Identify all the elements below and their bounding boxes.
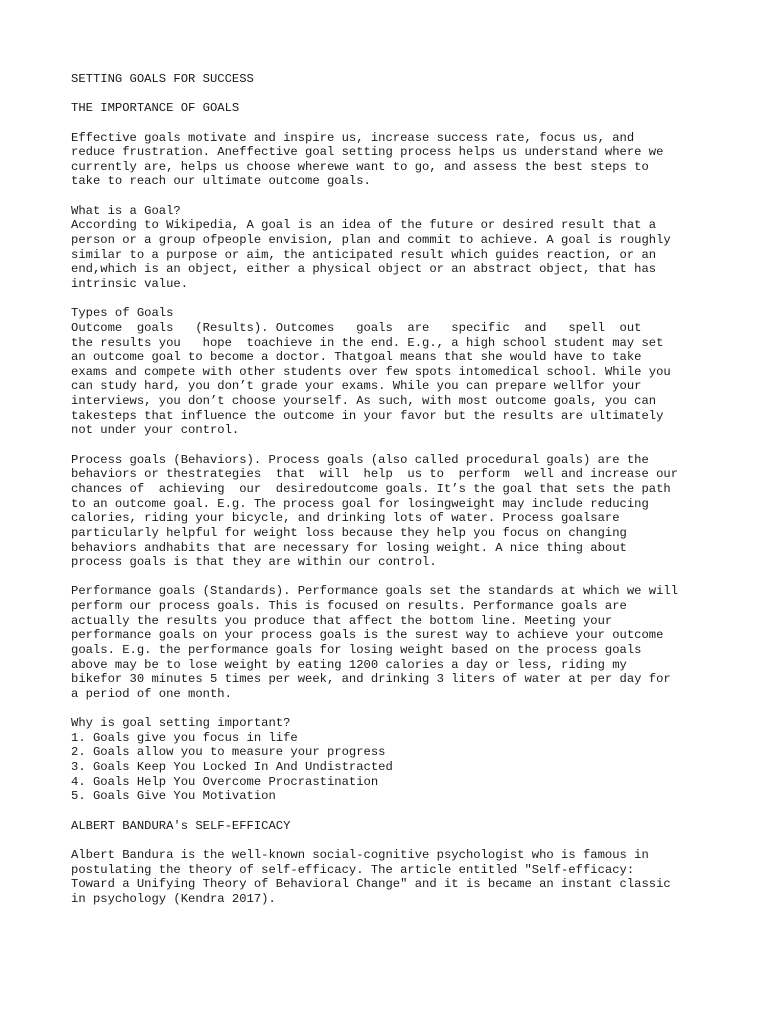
document-body xyxy=(71,72,711,907)
text-line: chances of achieving our desiredoutcome goals. It’s the goal that sets the path xyxy=(71,481,671,496)
text-line: 2. Goals allow you to measure your progress xyxy=(71,745,386,760)
text-line: ALBERT BANDURA's SELF-EFFICACY xyxy=(71,818,291,833)
text-line xyxy=(71,804,711,819)
text-line xyxy=(71,292,711,307)
text-line: calories, riding your bicycle, and drinking lots of water. Process goalsare xyxy=(71,511,620,526)
text-line: can study hard, you don’t grade your exams. While you can prepare wellfor your xyxy=(71,379,642,394)
text-line: Performance goals (Standards). Performance goals set the standards at which we will xyxy=(71,584,679,599)
text-line xyxy=(71,570,711,585)
text-line: in psychology (Kendra 2017). xyxy=(71,891,276,906)
text-line: particularly helpful for weight loss because they help you focus on changing xyxy=(71,525,627,540)
text-line: Types of Goals xyxy=(71,306,174,321)
text-line xyxy=(71,833,711,848)
text-line xyxy=(71,702,711,717)
text-line: exams and compete with other students over few spots intomedical school. While you xyxy=(71,364,671,379)
text-line: an outcome goal to become a doctor. Thatgoal means that she would have to take xyxy=(71,350,642,365)
text-line: behaviors andhabits that are necessary for losing weight. A nice thing about xyxy=(71,540,627,555)
text-line: currently are, helps us choose wherewe want to go, and assess the best steps to xyxy=(71,159,649,174)
text-line: behaviors or thestrategies that will help us to perform well and increase our xyxy=(71,467,679,482)
text-line: similar to a purpose or aim, the anticipated result which guides reaction, or an xyxy=(71,247,657,262)
text-line: perform our process goals. This is focused on results. Performance goals are xyxy=(71,599,627,614)
text-line: intrinsic value. xyxy=(71,276,189,291)
text-line: takesteps that influence the outcome in your favor but the results are ultimately xyxy=(71,408,664,423)
text-line: Outcome goals (Results). Outcomes goals are specific and spell out xyxy=(71,320,642,335)
text-line: 1. Goals give you focus in life xyxy=(71,730,298,745)
text-line: take to reach our ultimate outcome goals. xyxy=(71,174,371,189)
text-line: Albert Bandura is the well-known social-cognitive psychologist who is famous in xyxy=(71,847,649,862)
text-line: 4. Goals Help You Overcome Procrastination xyxy=(71,774,379,789)
text-line: postulating the theory of self-efficacy. The article entitled "Self-efficacy: xyxy=(71,862,635,877)
text-line: bikefor 30 minutes 5 times per week, and drinking 3 liters of water at per day for xyxy=(71,672,671,687)
text-line: actually the results you produce that affect the bottom line. Meeting your xyxy=(71,613,613,628)
text-line: THE IMPORTANCE OF GOALS xyxy=(71,101,240,116)
text-line: reduce frustration. Aneffective goal setting process helps us understand where we xyxy=(71,145,664,160)
text-line: to an outcome goal. E.g. The process goal for losingweight may include reducing xyxy=(71,496,649,511)
text-line: goals. E.g. the performance goals for losing weight based on the process goals xyxy=(71,642,642,657)
text-line: Toward a Unifying Theory of Behavioral Change" and it is became an instant classic xyxy=(71,877,671,892)
text-line xyxy=(71,189,711,204)
text-line xyxy=(71,87,711,102)
text-line: Effective goals motivate and inspire us, increase success rate, focus us, and xyxy=(71,130,635,145)
text-line: 3. Goals Keep You Locked In And Undistracted xyxy=(71,760,393,775)
text-line xyxy=(71,438,711,453)
text-line: process goals is that they are within our control. xyxy=(71,555,437,570)
text-line: Process goals (Behaviors). Process goals (also called procedural goals) are the xyxy=(71,452,649,467)
text-line: According to Wikipedia, A goal is an idea of the future or desired result that a xyxy=(71,218,657,233)
text-line: 5. Goals Give You Motivation xyxy=(71,789,276,804)
text-line: the results you hope toachieve in the end. E.g., a high school student may set xyxy=(71,335,664,350)
text-line: interviews, you don’t choose yourself. As such, with most outcome goals, you can xyxy=(71,394,657,409)
text-line: not under your control. xyxy=(71,423,240,438)
text-line: What is a Goal? xyxy=(71,203,181,218)
text-line: a period of one month. xyxy=(71,686,232,701)
text-line: performance goals on your process goals is the surest way to achieve your outcome xyxy=(71,628,664,643)
text-line: end,which is an object, either a physical object or an abstract object, that has xyxy=(71,262,657,277)
text-line: person or a group ofpeople envision, plan and commit to achieve. A goal is roughly xyxy=(71,233,671,248)
text-line: SETTING GOALS FOR SUCCESS xyxy=(71,72,254,86)
text-line: above may be to lose weight by eating 1200 calories a day or less, riding my xyxy=(71,657,627,672)
text-line xyxy=(71,116,711,131)
text-line: Why is goal setting important? xyxy=(71,716,291,731)
